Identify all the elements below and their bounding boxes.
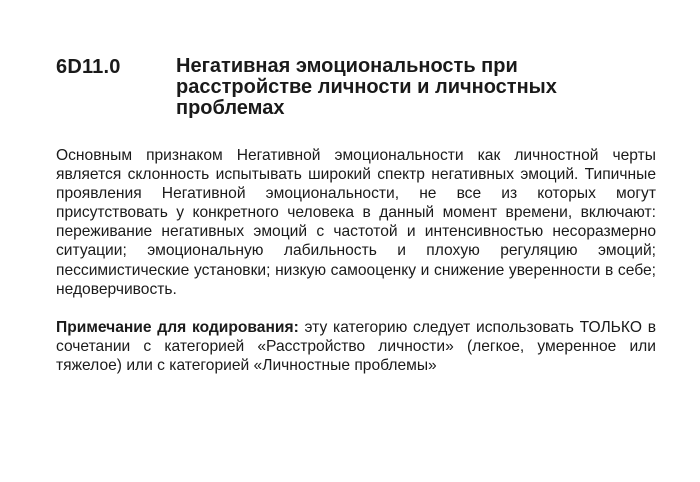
coding-note-paragraph: [56, 318, 656, 375]
section-body: [56, 146, 656, 375]
section-code: 6D11.0: [56, 56, 121, 78]
description-paragraph: Основным признаком Негативной эмоциональности как личностной черты является склонность испытывать широкий спектр негативных эмоций. Типичные проявления Негативной эмоциональности, не все из которых могут присутствовать у конкретного человека в данный момент времени, включают: переживание негативных эмоций с частотой и интенсивностью несоразмерно ситуации; эмоциональную лабильность и плохую регуляцию эмоций; пессимистические установки; низкую самооценку и снижение уверенности в себе; недоверчивость.: [56, 147, 656, 298]
section-title: Негативная эмоциональность при расстройстве личности и личностных проблемах: [176, 55, 557, 119]
section-heading: [56, 56, 656, 119]
coding-note-label: Примечание для кодирования:: [56, 318, 299, 336]
coding-note-text: эту категорию следует использовать ТОЛЬКО в сочетании с категорией «Расстройство личности» (легкое, умеренное или тяжелое) или с категорией «Личностные проблемы»: [56, 318, 656, 374]
